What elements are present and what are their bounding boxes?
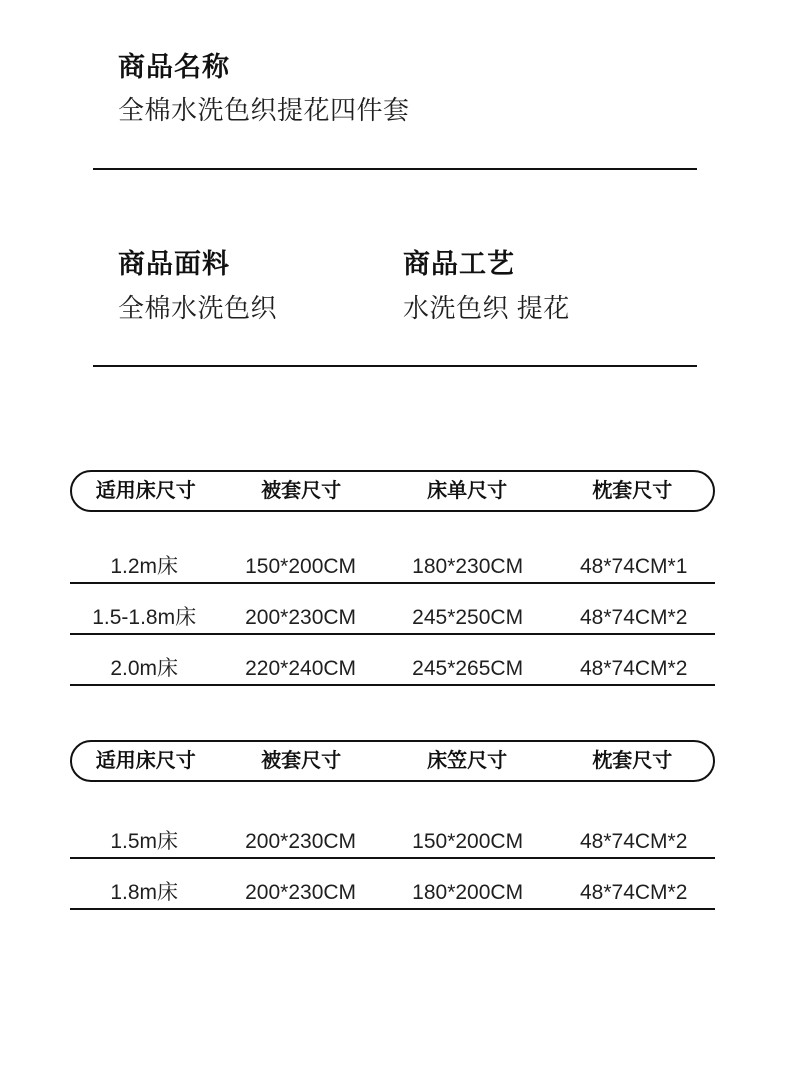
column-header-fitted-sheet-size: 床笠尺寸	[427, 750, 508, 772]
pillowcase-size-cell: 48*74CM*2	[580, 606, 688, 629]
product-name-heading: 商品名称	[118, 52, 230, 82]
size-table-rows	[70, 808, 715, 910]
divider-line	[93, 365, 697, 367]
product-craft-value: 水洗色织 提花	[403, 293, 570, 323]
pillowcase-size-cell: 48*74CM*2	[580, 830, 688, 853]
duvet-cover-size-cell: 150*200CM	[245, 555, 357, 578]
duvet-cover-size-cell: 220*240CM	[245, 657, 357, 680]
bed-size-cell: 1.2m床	[110, 555, 179, 578]
table-row	[70, 584, 715, 635]
product-fabric-value: 全棉水洗色织	[118, 293, 278, 323]
table-row	[70, 808, 715, 859]
size-table-header	[70, 470, 715, 512]
column-header-duvet-cover-size: 被套尺寸	[261, 480, 342, 502]
column-header-duvet-cover-size: 被套尺寸	[261, 750, 342, 772]
column-header-flat-sheet-size: 床单尺寸	[427, 480, 508, 502]
column-header-pillowcase-size: 枕套尺寸	[592, 480, 673, 502]
fitted-sheet-size-cell: 180*200CM	[412, 881, 524, 904]
bed-size-cell: 2.0m床	[110, 657, 179, 680]
column-header-bed-size: 适用床尺寸	[95, 480, 196, 502]
fitted-sheet-size-cell: 150*200CM	[412, 830, 524, 853]
table-row	[70, 635, 715, 686]
flat-sheet-size-cell: 180*230CM	[412, 555, 524, 578]
pillowcase-size-cell: 48*74CM*1	[580, 555, 688, 578]
bed-size-cell: 1.5m床	[110, 830, 179, 853]
size-table-sheet	[70, 470, 715, 686]
product-craft-heading: 商品工艺	[403, 249, 515, 279]
pillowcase-size-cell: 48*74CM*2	[580, 657, 688, 680]
flat-sheet-size-cell: 245*250CM	[412, 606, 524, 629]
flat-sheet-size-cell: 245*265CM	[412, 657, 524, 680]
pillowcase-size-cell: 48*74CM*2	[580, 881, 688, 904]
size-table-header	[70, 740, 715, 782]
product-name-value: 全棉水洗色织提花四件套	[118, 95, 410, 125]
table-row	[70, 533, 715, 584]
bed-size-cell: 1.8m床	[110, 881, 179, 904]
product-fabric-heading: 商品面料	[118, 249, 230, 279]
size-table-rows	[70, 533, 715, 686]
bed-size-cell: 1.5-1.8m床	[92, 606, 197, 629]
divider-line	[93, 168, 697, 170]
table-row	[70, 859, 715, 910]
duvet-cover-size-cell: 200*230CM	[245, 881, 357, 904]
size-table-fitted	[70, 740, 715, 910]
column-header-pillowcase-size: 枕套尺寸	[592, 750, 673, 772]
column-header-bed-size: 适用床尺寸	[95, 750, 196, 772]
duvet-cover-size-cell: 200*230CM	[245, 830, 357, 853]
duvet-cover-size-cell: 200*230CM	[245, 606, 357, 629]
